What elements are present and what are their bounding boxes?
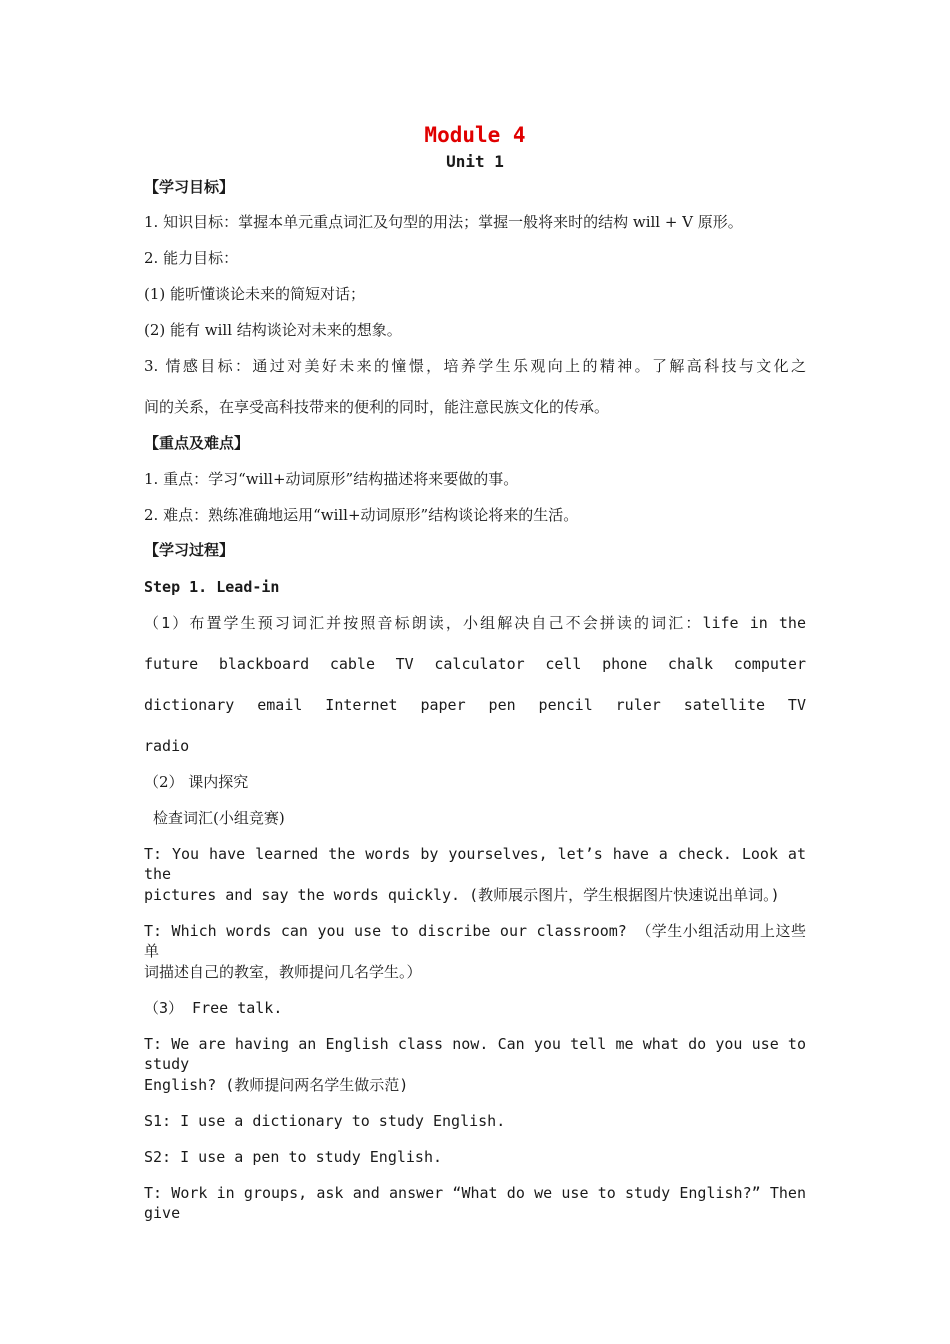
vocab-line-1: future blackboard cable TV calculator cell phone chalk computer [144, 655, 806, 673]
student-line-1: S1: I use a dictionary to study English. [144, 1112, 506, 1130]
objective-emotion-cont: 间的关系，在享受高科技带来的便利的同时，能注意民族文化的传承。 [144, 398, 610, 416]
student-line-2: S2: I use a pen to study English. [144, 1148, 443, 1166]
module-title: Module 4 [424, 123, 526, 147]
section-heading-objectives: 【学习目标】 [144, 178, 235, 196]
key-point: 1. 重点：学习“will+动词原形”结构描述将来要做的事。 [144, 470, 519, 488]
teacher-line-2-cont: 词描述自己的教室，教师提问几名学生。） [144, 963, 422, 981]
section-heading-process: 【学习过程】 [144, 541, 235, 559]
vocab-line-2: dictionary email Internet paper pen pencil ruler satellite TV [144, 696, 806, 714]
check-vocab: 检查词汇(小组竞赛) [153, 809, 285, 827]
subsection-free-talk: （3） Free talk. [144, 999, 283, 1017]
objective-emotion: 3. 情感目标：通过对美好未来的憧憬，培养学生乐观向上的精神。了解高科技与文化之 [144, 357, 806, 375]
teacher-line-1: T: You have learned the words by yourselves, let’s have a check. Look at the [144, 845, 806, 883]
objective-ability: 2. 能力目标： [144, 249, 239, 267]
teacher-line-4: T: Work in groups, ask and answer “What do we use to study English?” Then give [144, 1184, 806, 1222]
difficult-point: 2. 难点：熟练准确地运用“will+动词原形”结构谈论将来的生活。 [144, 506, 579, 524]
ability-item-1: (1) 能听懂谈论未来的简短对话； [144, 285, 366, 303]
subsection-in-class: （2） 课内探究 [144, 773, 249, 791]
step-heading: Step 1. Lead-in [144, 578, 280, 596]
ability-item-2: (2) 能有 will 结构谈论对未来的想象。 [144, 321, 402, 339]
teacher-line-3-cont: English? (教师提问两名学生做示范) [144, 1076, 409, 1094]
preview-instruction: （1）布置学生预习词汇并按照音标朗读，小组解决自己不会拼读的词汇：life in the [144, 614, 806, 632]
unit-subtitle: Unit 1 [446, 152, 504, 171]
teacher-line-2: T: Which words can you use to discribe our classroom? （学生小组活动用上这些单 [144, 922, 806, 960]
vocab-line-3: radio [144, 737, 190, 755]
teacher-line-3: T: We are having an English class now. Can you tell me what do you use to study [144, 1035, 806, 1073]
section-heading-key-points: 【重点及难点】 [144, 434, 250, 452]
teacher-line-1-cont: pictures and say the words quickly. (教师展示图片，学生根据图片快速说出单词。) [144, 886, 780, 904]
objective-knowledge: 1. 知识目标：掌握本单元重点词汇及句型的用法；掌握一般将来时的结构 will + V 原形。 [144, 213, 743, 231]
